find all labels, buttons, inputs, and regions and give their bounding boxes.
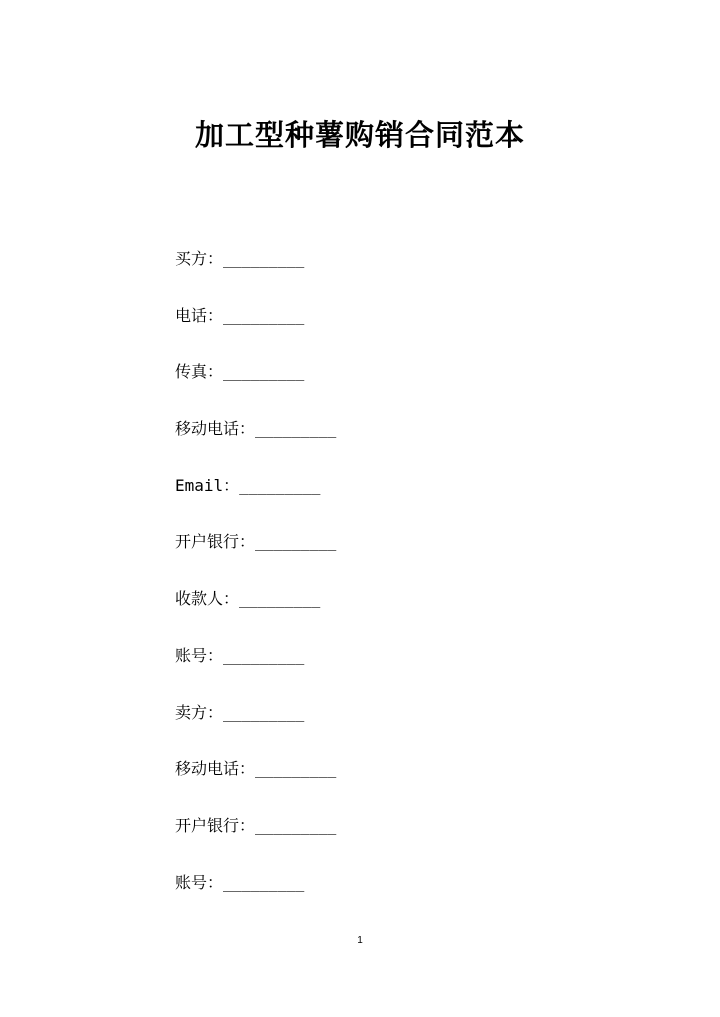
field-buyer-mobile: [175, 417, 635, 474]
field-label: 传真: [175, 362, 208, 382]
field-buyer-bank: [175, 530, 635, 587]
field-blank-line: _________: [239, 590, 321, 609]
field-seller-bank: [175, 814, 635, 871]
field-blank-line: _________: [223, 873, 305, 892]
field-blank-line: _________: [239, 476, 321, 495]
document-title: 加工型种薯购销合同范本: [194, 118, 525, 152]
field-buyer: [175, 247, 635, 304]
field-seller: [175, 701, 635, 758]
field-label: 账号: [175, 872, 208, 892]
field-colon: ：: [239, 419, 256, 439]
field-buyer-account: [175, 644, 635, 701]
field-label: Email: [175, 475, 224, 495]
field-buyer-payee: [175, 587, 635, 644]
field-colon: ：: [207, 645, 224, 665]
field-label: 开户银行: [175, 815, 240, 835]
field-colon: ：: [239, 815, 256, 835]
field-blank-line: _________: [255, 420, 337, 439]
field-label: 卖方: [175, 702, 208, 722]
field-colon: ：: [207, 702, 224, 722]
field-colon: ：: [207, 362, 224, 382]
field-colon: ：: [207, 249, 224, 268]
field-blank-line: _________: [255, 760, 337, 779]
field-colon: ：: [223, 475, 240, 495]
field-buyer-fax: [175, 360, 635, 417]
field-colon: ：: [207, 305, 224, 325]
field-seller-account: [175, 871, 635, 928]
field-blank-line: _________: [223, 363, 305, 382]
field-colon: ：: [207, 872, 224, 892]
field-label: 开户银行: [175, 532, 240, 552]
field-blank-line: _________: [223, 703, 305, 722]
field-label: 收款人: [175, 589, 224, 609]
field-blank-line: _________: [223, 306, 305, 325]
field-blank-line: _________: [255, 816, 337, 835]
field-label: 移动电话: [175, 419, 240, 439]
field-colon: ：: [223, 589, 240, 609]
field-label: 账号: [175, 645, 208, 665]
field-buyer-phone: [175, 304, 635, 361]
field-seller-mobile: [175, 757, 635, 814]
page-number: 1: [357, 935, 363, 946]
field-label: 买方: [175, 249, 208, 268]
party-info-fields: [175, 247, 635, 927]
field-label: 移动电话: [175, 759, 240, 779]
field-colon: ：: [239, 532, 256, 552]
field-blank-line: _________: [223, 646, 305, 665]
field-blank-line: _________: [255, 533, 337, 552]
field-label: 电话: [175, 305, 208, 325]
field-blank-line: _________: [223, 250, 305, 268]
field-buyer-email: [175, 474, 635, 531]
field-colon: ：: [239, 759, 256, 779]
